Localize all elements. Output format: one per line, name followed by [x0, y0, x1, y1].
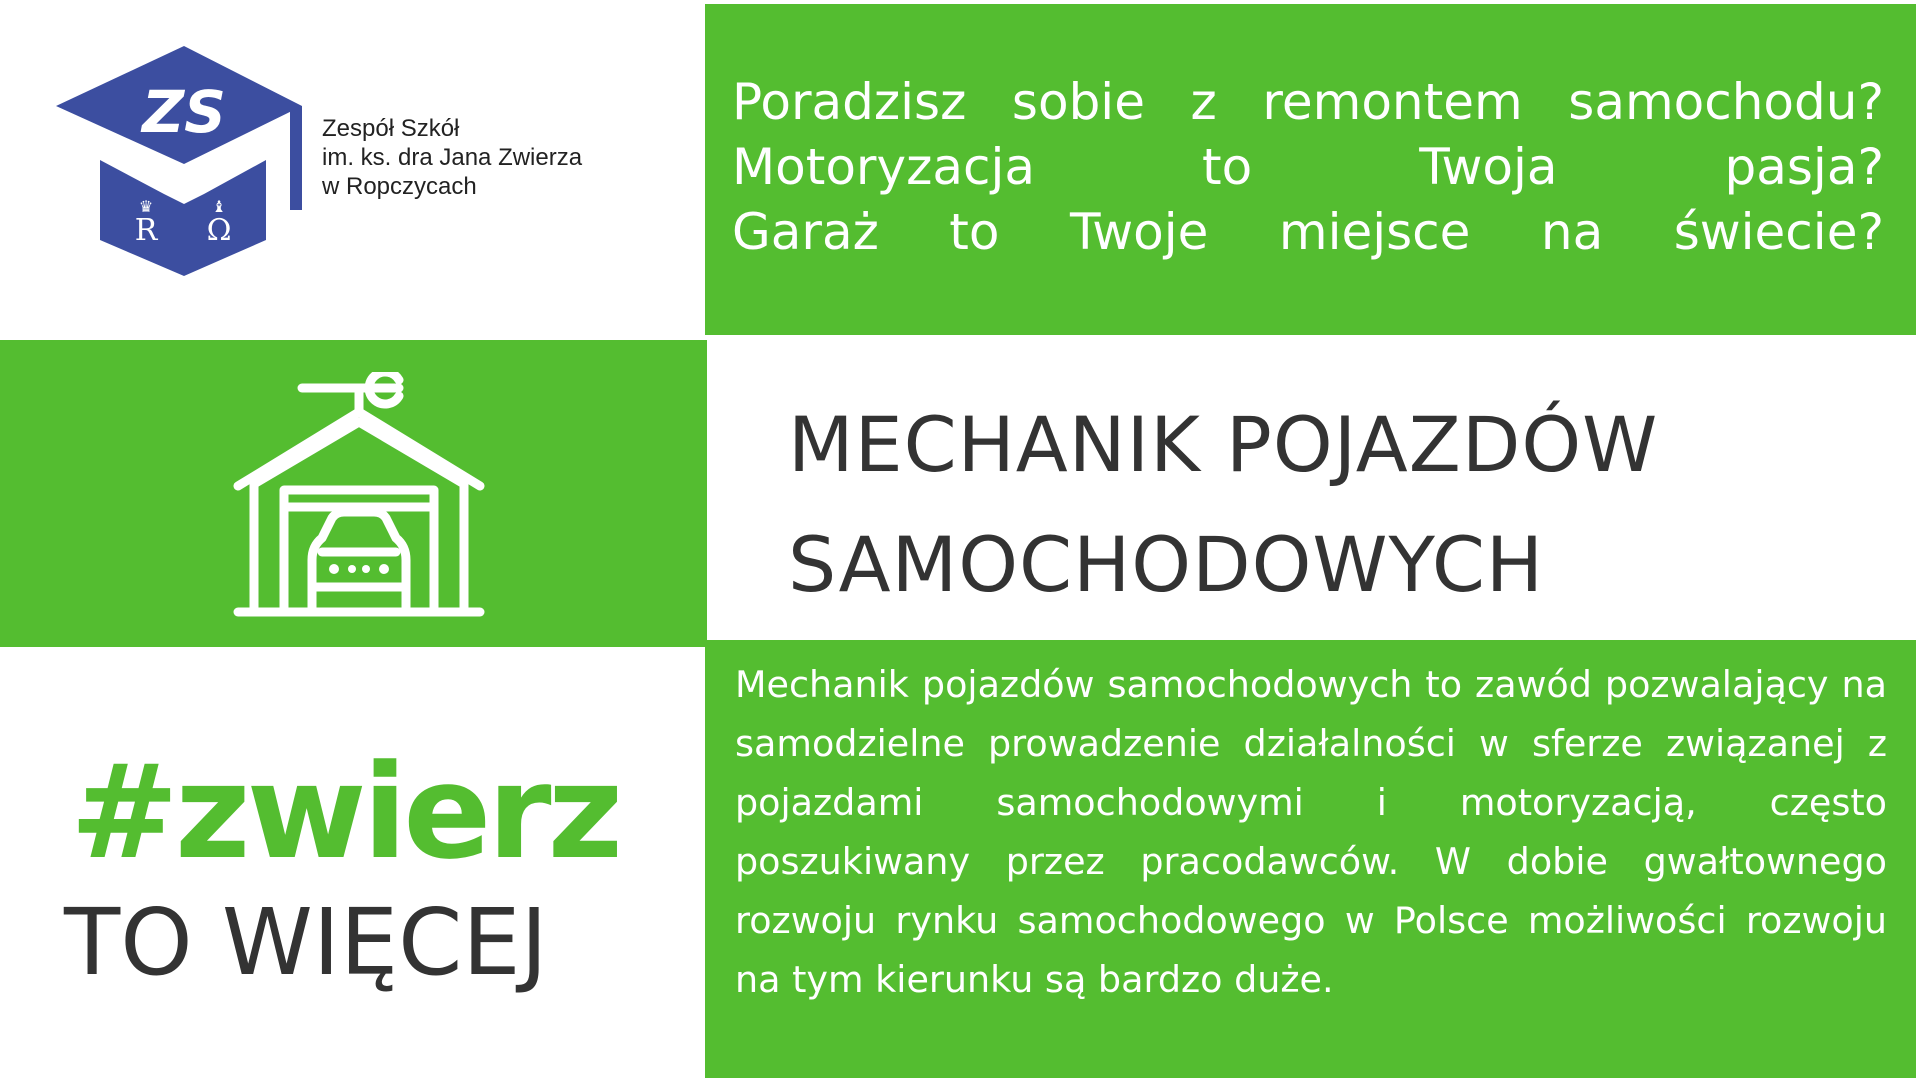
garage-with-car-and-wrench-icon [224, 372, 494, 622]
tagline: TO WIĘCEJ [64, 889, 548, 996]
svg-text:♛: ♛ [138, 197, 154, 216]
profession-description: Mechanik pojazdów samochodowych to zawód pozwalający na samodzielne prowadzenie działalności w sferze związanej z pojazdami samochodowymi i motoryzacją, często poszukiwany przez pracodawców. W dobie gwałtownego rozwoju rynku samochodowego w Polsce możliwości rozwoju na tym kierunku są bardzo duże. [735, 663, 1887, 1001]
profession-title-line-2: SAMOCHODOWYCH [788, 520, 1545, 609]
question-1: Poradzisz sobie z remontem samochodu? [732, 73, 1884, 131]
hashtag: #zwierz [70, 736, 620, 888]
logo-line-1: Zespół Szkół [322, 115, 460, 142]
school-logo [54, 44, 674, 284]
logo-line-2: im. ks. dra Jana Zwierza [322, 144, 583, 171]
logo-text [322, 114, 582, 201]
profession-title-line-1: MECHANIK POJAZDÓW [788, 400, 1659, 489]
svg-text:♝: ♝ [211, 197, 227, 216]
logo-monogram: ZS [142, 78, 226, 146]
svg-text:R: R [134, 213, 158, 248]
profession-title [788, 385, 1658, 625]
svg-text:Ω: Ω [206, 213, 232, 248]
question-2: Motoryzacja to Twoja pasja? [732, 138, 1884, 196]
question-3: Garaż to Twoje miejsce na świecie? [732, 203, 1884, 261]
graduation-cap-logo-icon [54, 44, 314, 284]
logo-line-3: w Ropczycach [322, 173, 477, 200]
intro-questions [732, 70, 1884, 265]
